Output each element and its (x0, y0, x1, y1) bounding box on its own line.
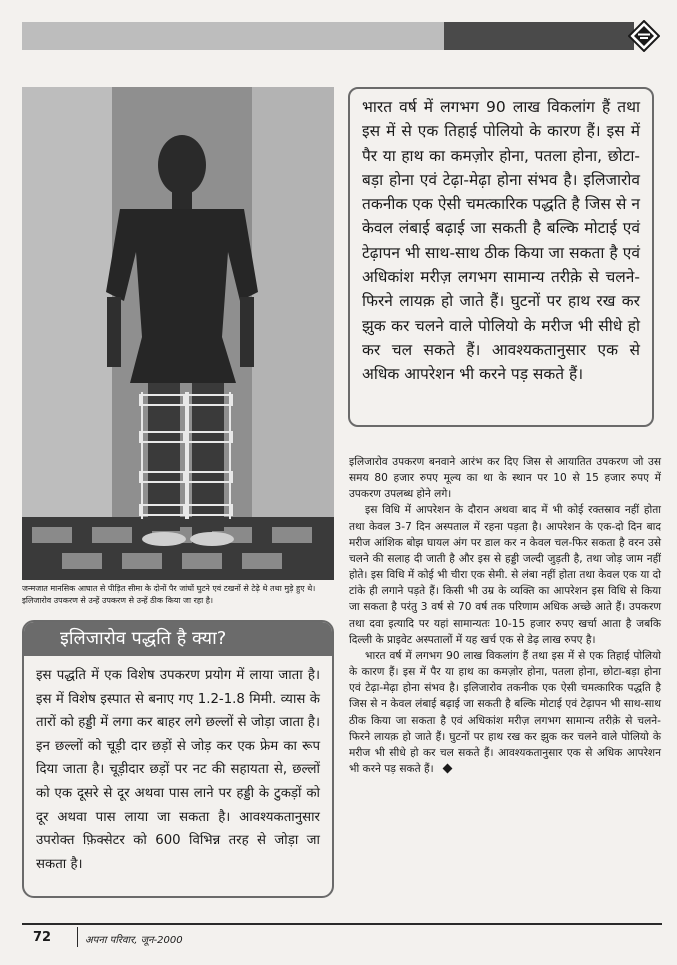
callout-text: भारत वर्ष में लगभग 90 लाख विकलांग हैं तथा इस में से एक तिहाई पोलियो के कारण हैं। इस में पैर या हाथ का कमज़ोर होना, पतला होना, छोटा-बड़ा होना एवं टेढ़ा-मेढ़ा होना संभव है। इलिजारोव तकनीक एक ऐसी चमत्कारिक पद्धति है जिस से न केवल लंबाई बढ़ाई जा सकती है बल्कि मोटाई एवं टेढ़ापन भी साथ-साथ ठीक किया जा सकता है एवं अधिकांश मरीज़ लगभग सामान्य तरीक़े से चलने-फिरने लायक़ हो जाते हैं। घुटनों पर हाथ रख कर झुक कर चलने वाले पोलियो के मरीज भी सीधे हो कर चल सकते हैं। आवश्यकतानुसार एक से अधिक आपरेशन भी करने पड़ सकते हैं। (362, 98, 640, 384)
magazine-emblem-icon (628, 20, 660, 52)
header-bar-dark-segment (444, 22, 634, 50)
ilizarov-method-title: इलिजारोव पद्धति है क्या? (24, 622, 332, 656)
publication-name: अपना परिवार, जून-2000 (85, 935, 183, 946)
article-column (349, 454, 661, 777)
ilizarov-method-box (22, 620, 334, 898)
article-paragraph-3 (349, 648, 661, 777)
highlight-callout-box (348, 87, 654, 427)
footer-separator (77, 927, 78, 947)
footer-rule (22, 923, 662, 925)
photo-caption: जन्मजात मानसिक आघात से पीड़ित सीमा के दोनों पैर जांघों घुटने एवं टखनों से टेढ़े थे तथा मुड़े हुए थे। इलिजारोव उपकरण से उन्हें उपकरण से उन्हें ठीक किया जा रहा है। (22, 584, 316, 605)
page-number: 72 (33, 930, 52, 945)
patient-photo (22, 87, 334, 580)
article-paragraph-2: इस विधि में आपरेशन के दौरान अथवा बाद में भी कोई रक्तस्राव नहीं होता तथा केवल 3-7 दिन अस्पताल में रहना पड़ता है। आपरेशन के एक-दो दिन बाद मरीज आंशिक बोझ घायल अंग पर डाल कर न केवल चल-फिर सकता है वरन उसे चलने की सलाह दी जाती है और इस से हड्डी जल्दी जुड़ती है, तथा जोड़ जाम नहीं होते। इस विधि में कोई भी चीरा एक सेमी. से लंबा नहीं होता तथा केवल एक या दो टांके ही लगाने पड़ते हैं। किसी भी उम्र के व्यक्ति का आपरेशन इस विधि से किया जा सकता है परंतु 3 वर्ष से 70 वर्ष तक परिणाम अधिक अच्छे आते हैं। उपकरण तथा दवा इत्यादि पर यहां सामान्यतः 10-15 हजार रुपए खर्चा आता है जबकि दिल्ली के प्राइवेट अस्पतालों में यह खर्च एक से डेढ़ लाख रुपए है। (349, 504, 661, 646)
ilizarov-method-text: इस पद्धति में एक विशेष उपकरण प्रयोग में लाया जाता है। इस में विशेष इस्पात से बनाए गए 1.2-1.8 मिमी. व्यास के तारों को हड्डी में लगा कर बाहर लगे छल्लों से जोड़ा जाता है। इन छल्लों को चूड़ी दार छड़ों से जोड़ कर एक फ्रेम का रूप दिया जाता है। चूड़ीदार छड़ों पर नट की सहायता से, छल्लों को एक दूसरे से दूर अथवा पास लाने पर हड्डी के टुकड़ों को दूर अथवा पास लाया जा सकता है। आवश्यकतानुसार उपरोक्त फ़िक्सेटर को 600 विभिन्न तरह से जोड़ा जा सकता है। (36, 668, 320, 872)
end-mark-icon (442, 764, 452, 774)
article-paragraph-3-text: भारत वर्ष में लगभग 90 लाख विकलांग हैं तथा इस में से एक तिहाई पोलियो के कारण हैं। इस में पैर या हाथ का कमज़ोर होना, पतला होना, छोटा-बड़ा होना एवं टेढ़ा-मेढ़ा होना संभव है। इलिजारोव तकनीक एक ऐसी चमत्कारिक पद्धति है जिस से न केवल लंबाई बढ़ाई जा सकती है बल्कि मोटाई एवं टेढ़ापन भी साथ-साथ ठीक किया जा सकता है एवं अधिकांश मरीज़ लगभग सामान्य तरीक़े से चलने-फिरने लायक़ हो जाते हैं। घुटनों पर हाथ रख कर झुक कर चलने वाले पोलियो के मरीज भी सीधे हो कर चल सकते हैं। आवश्यकतानुसार एक से अधिक आपरेशन भी करने पड़ सकते हैं। (349, 649, 661, 775)
article-paragraph-1: इलिजारोव उपकरण बनवाने आरंभ कर दिए जिस से आयातित उपकरण जो उस समय 80 हजार रुपए मूल्य का था के स्थान पर 10 से 15 हजार रुपए में उपकरण उपलब्ध होने लगे। (349, 456, 661, 501)
header-bar (22, 22, 634, 50)
